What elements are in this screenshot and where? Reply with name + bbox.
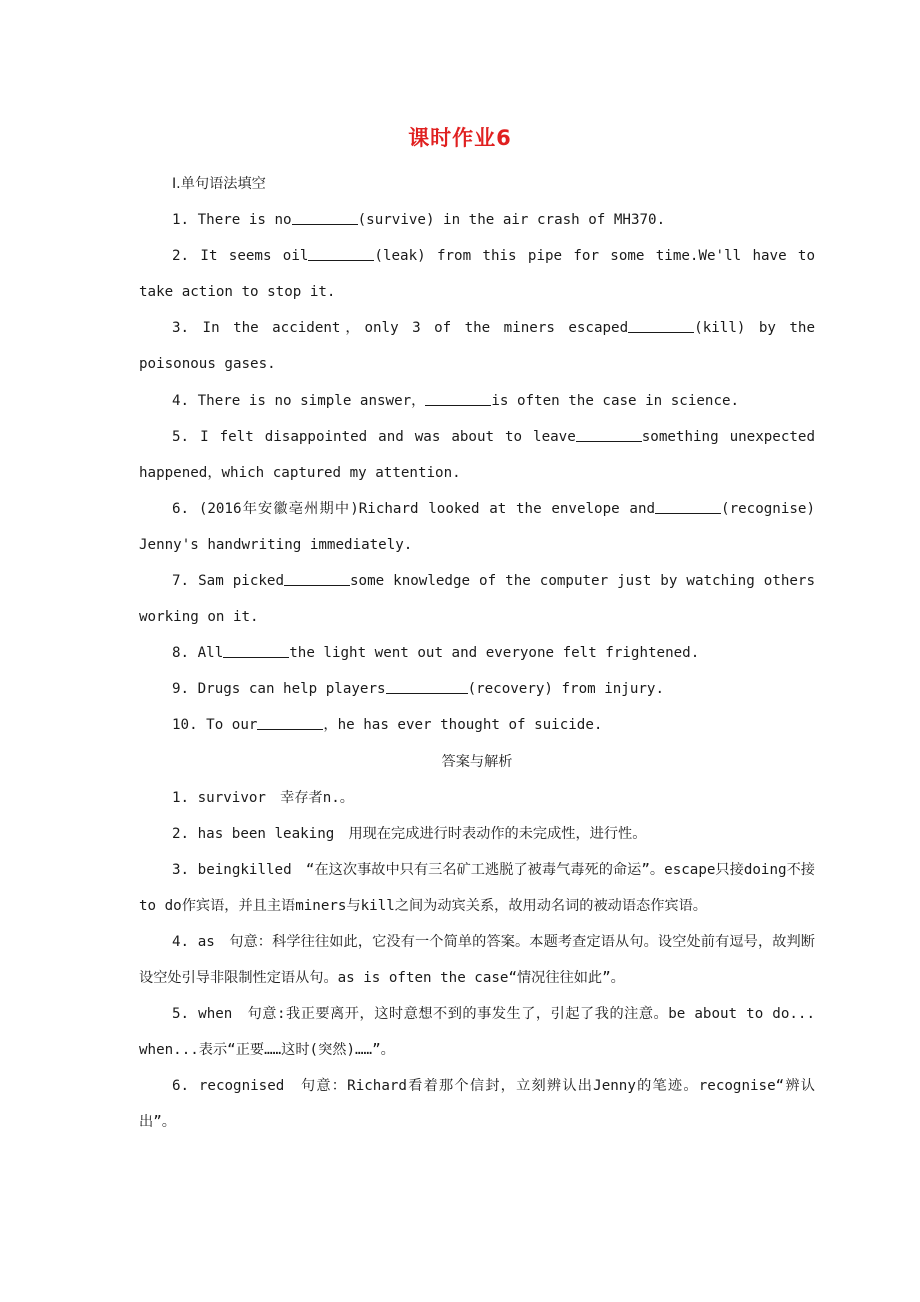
answer-blank[interactable] — [308, 246, 374, 261]
question-7: 7. Sam picked some knowledge of the computer just by watching others working on it. — [139, 573, 815, 626]
question-5: 5. I felt disappointed and was about to leave something unexpected happened，which captured my attention. — [139, 428, 816, 481]
answer-blank[interactable] — [425, 391, 491, 406]
answer-blank[interactable] — [223, 643, 289, 658]
question-8: 8. All the light went out and everyone felt frightened. — [172, 645, 700, 662]
answer-blank[interactable] — [628, 318, 694, 333]
answer-5: 5. when 句意:我正要离开，这时意想不到的事发生了，引起了我的注意。be about to do... when...表示“正要……这时(突然)……”。 — [139, 1006, 815, 1059]
question-2: 2. It seems oil (leak) from this pipe for some time.We'll have to take action to stop it. — [139, 248, 816, 301]
answer-blank[interactable] — [386, 679, 468, 694]
answer-6: 6. recognised 句意：Richard看着那个信封，立刻辨认出Jenny的笔迹。recognise“辨认出”。 — [139, 1078, 815, 1131]
answer-blank[interactable] — [292, 210, 358, 225]
question-1: 1. There is no (survive) in the air crash of MH370. — [172, 212, 666, 229]
question-10: 10. To our ，he has ever thought of suicide. — [172, 717, 603, 734]
answer-3: 3. beingkilled “在这次事故中只有三名矿工逃脱了被毒气毒死的命运”。escape只接doing不接to do作宾语，并且主语miners与kill之间为动宾关系，故用动名词的被动语态作宾语。 — [139, 861, 815, 914]
answer-2: 2. has been leaking 用现在完成进行时表动作的未完成性，进行性。 — [172, 825, 647, 842]
answers-heading: 答案与解析 — [441, 753, 513, 770]
answer-blank[interactable] — [257, 715, 323, 730]
answer-1: 1. survivor 幸存者n.。 — [172, 789, 354, 806]
question-4: 4. There is no simple answer， is often the case in science. — [172, 392, 740, 409]
section-heading: Ⅰ.单句语法填空 — [172, 176, 266, 192]
answer-blank[interactable] — [576, 427, 642, 442]
answer-blank[interactable] — [284, 571, 350, 586]
document-body — [139, 166, 815, 1141]
answer-blank[interactable] — [655, 499, 721, 514]
answer-4: 4. as 句意：科学往往如此，它没有一个简单的答案。本题考查定语从句。设空处前有逗号，故判断设空处引导非限制性定语从句。as is often the case“情况往往如此”。 — [139, 933, 815, 987]
question-6: 6. (2016年安徽亳州期中)Richard looked at the envelope and (recognise) Jenny's handwriting immediately. — [139, 500, 815, 553]
page-title: 课时作业6 — [408, 126, 512, 150]
question-3: 3. In the accident，only 3 of the miners escaped (kill) by the poisonous gases. — [139, 320, 816, 373]
question-9: 9. Drugs can help players (recovery) from injury. — [172, 681, 665, 698]
